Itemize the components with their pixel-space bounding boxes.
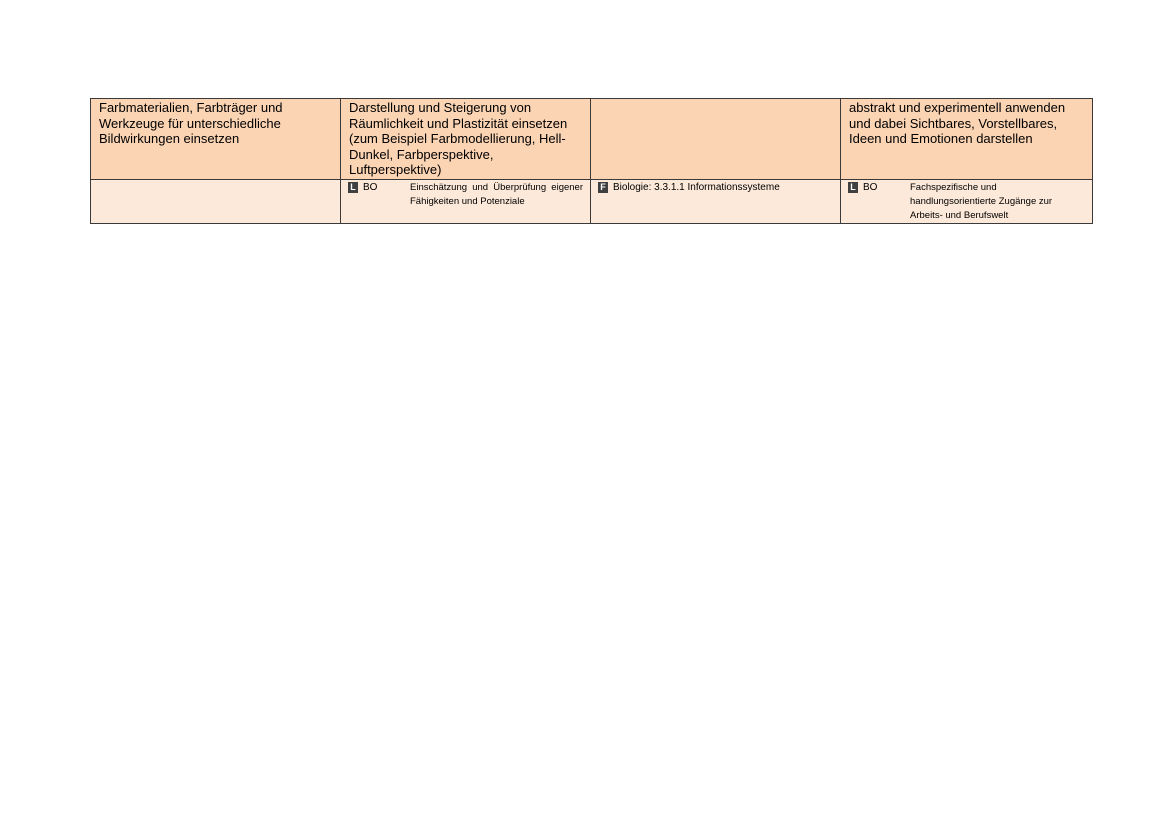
cross-reference	[841, 180, 1092, 223]
table-cell	[841, 99, 1093, 180]
table-cell	[841, 180, 1093, 224]
table-row	[91, 99, 1093, 180]
table-row	[91, 180, 1093, 224]
table-cell	[341, 99, 591, 180]
table-cell	[91, 180, 341, 224]
reference-text: Biologie: 3.3.1.1 Informationssysteme	[613, 182, 780, 193]
cell-text: Farbmaterialien, Farbträger und Werkzeuge für unterschiedliche Bildwirkungen einsetzen	[99, 100, 283, 146]
table-cell	[591, 180, 841, 224]
cell-text	[591, 99, 840, 100]
table-cell	[591, 99, 841, 180]
cross-reference	[341, 180, 590, 209]
cross-reference	[591, 180, 840, 195]
reference-text: Fachspezifische und handlungsorientierte Zugänge zur Arbeits- und Berufswelt	[910, 182, 1053, 221]
reference-text: Einschätzung und Überprüfung eigener Fähigkeiten und Potenziale	[410, 182, 583, 207]
cell-text: Darstellung und Steigerung von Räumlichkeit und Plastizität einsetzen (zum Beispiel Farbmodellierung, Hell- Dunkel, Farbperspektive, Luftperspektive)	[349, 100, 568, 177]
reference-code: BO	[363, 182, 378, 193]
table-cell	[91, 99, 341, 180]
subject-badge-icon: F	[598, 182, 608, 193]
reference-code: BO	[863, 182, 878, 193]
table-cell	[341, 180, 591, 224]
guideline-badge-icon: L	[848, 182, 858, 193]
curriculum-table	[90, 98, 1093, 224]
guideline-badge-icon: L	[348, 182, 358, 193]
cell-text: abstrakt und experimentell anwenden und dabei Sichtbares, Vorstellbares, Ideen und Emotionen darstellen	[849, 100, 1066, 146]
